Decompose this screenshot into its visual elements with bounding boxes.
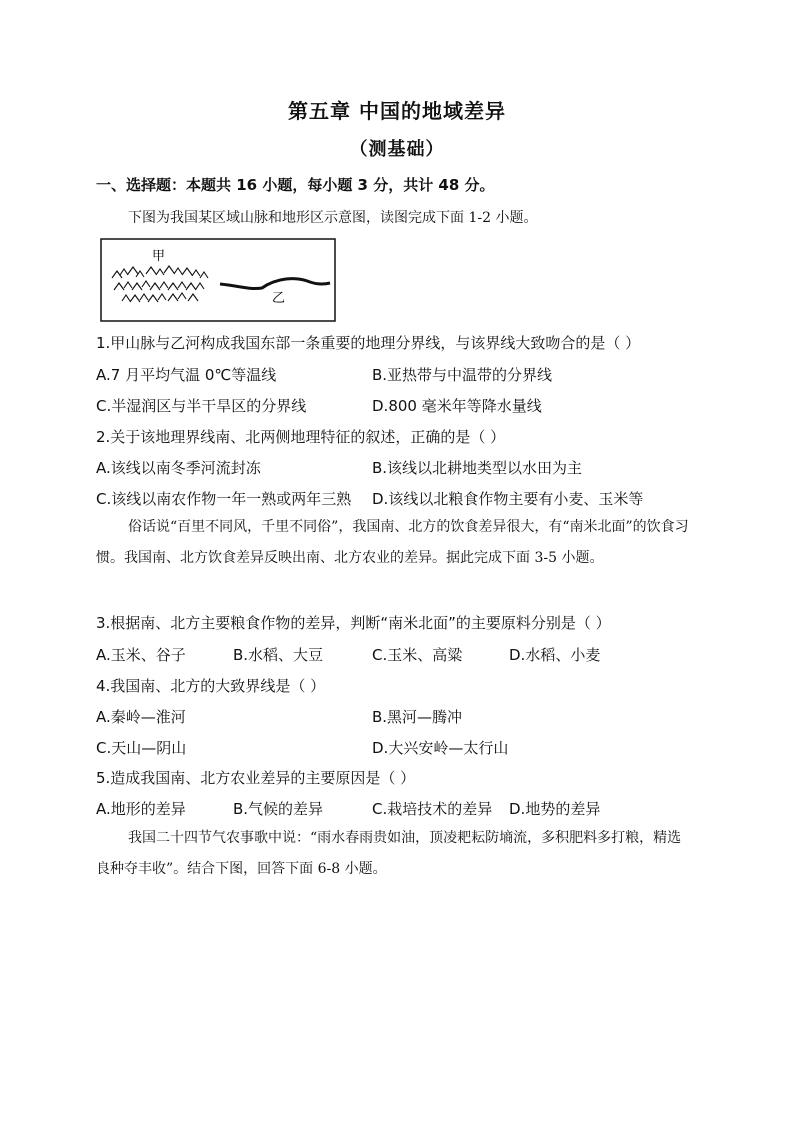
question-2-option-b[interactable]: B.该线以北耕地类型以水田为主: [372, 459, 583, 477]
question-1-option-d[interactable]: D.800 毫米年等降水量线: [372, 397, 542, 415]
question-3-stem: 3.根据南、北方主要粮食作物的差异，判断“南米北面”的主要原料分别是（ ）: [96, 614, 611, 632]
page-title: 第五章 中国的地域差异: [288, 99, 506, 123]
intro-q1-2: 下图为我国某区域山脉和地形区示意图，读图完成下面 1-2 小题。: [128, 210, 538, 226]
question-2-option-c[interactable]: C.该线以南农作物一年一熟或两年三熟: [96, 490, 352, 508]
page-subtitle: （测基础）: [349, 139, 445, 160]
question-2-option-a[interactable]: A.该线以南冬季河流封冻: [96, 459, 261, 477]
river-label: 乙: [272, 291, 286, 306]
question-1-stem: 1.甲山脉与乙河构成我国东部一条重要的地理分界线，与该界线大致吻合的是（ ）: [96, 334, 641, 352]
intro-q3-5: 俗话说“百里不同风，千里不同俗”，我国南、北方的饮食差异很大，有“南米北面”的饮食习惯。我国南、北方饮食差异反映出南、北方农业的差异。据此完成下面 3-5 小题。: [96, 519, 689, 566]
question-4-option-c[interactable]: C.天山—阴山: [96, 739, 187, 757]
question-4-stem: 4.我国南、北方的大致界线是（ ）: [96, 677, 326, 695]
mountain-label: 甲: [152, 249, 166, 264]
question-4-option-b[interactable]: B.黑河—腾冲: [372, 708, 463, 726]
question-1-option-b[interactable]: B.亚热带与中温带的分界线: [372, 366, 553, 384]
question-4-option-a[interactable]: A.秦岭—淮河: [96, 708, 186, 726]
question-2-stem: 2.关于该地理界线南、北两侧地理特征的叙述，正确的是（ ）: [96, 428, 506, 446]
question-3-option-a[interactable]: A.玉米、谷子: [96, 646, 186, 664]
question-2-option-d[interactable]: D.该线以北粮食作物主要有小麦、玉米等: [372, 490, 644, 508]
region-map-figure: [100, 238, 336, 322]
question-5-option-b[interactable]: B.气候的差异: [233, 800, 324, 818]
question-3-option-d[interactable]: D.水稻、小麦: [509, 646, 601, 664]
question-4-option-d[interactable]: D.大兴安岭—太行山: [372, 739, 509, 757]
question-5-option-d[interactable]: D.地势的差异: [509, 800, 601, 818]
section-heading: 一、选择题：本题共 16 小题，每小题 3 分，共计 48 分。: [96, 176, 495, 194]
question-1-option-c[interactable]: C.半湿润区与半干旱区的分界线: [96, 397, 307, 415]
question-5-option-a[interactable]: A.地形的差异: [96, 800, 186, 818]
intro-q6-8: 我国二十四节气农事歌中说：“雨水春雨贵如油，顶凌耙耘防墒流，多积肥料多打粮，精选良种夺丰收”。结合下图，回答下面 6-8 小题。: [96, 830, 682, 877]
question-3-option-c[interactable]: C.玉米、高粱: [372, 646, 463, 664]
question-1-option-a[interactable]: A.7 月平均气温 0℃等温线: [96, 366, 277, 384]
question-3-option-b[interactable]: B.水稻、大豆: [233, 646, 324, 664]
question-5-stem: 5.造成我国南、北方农业差异的主要原因是（ ）: [96, 769, 416, 787]
question-5-option-c[interactable]: C.栽培技术的差异: [372, 800, 493, 818]
